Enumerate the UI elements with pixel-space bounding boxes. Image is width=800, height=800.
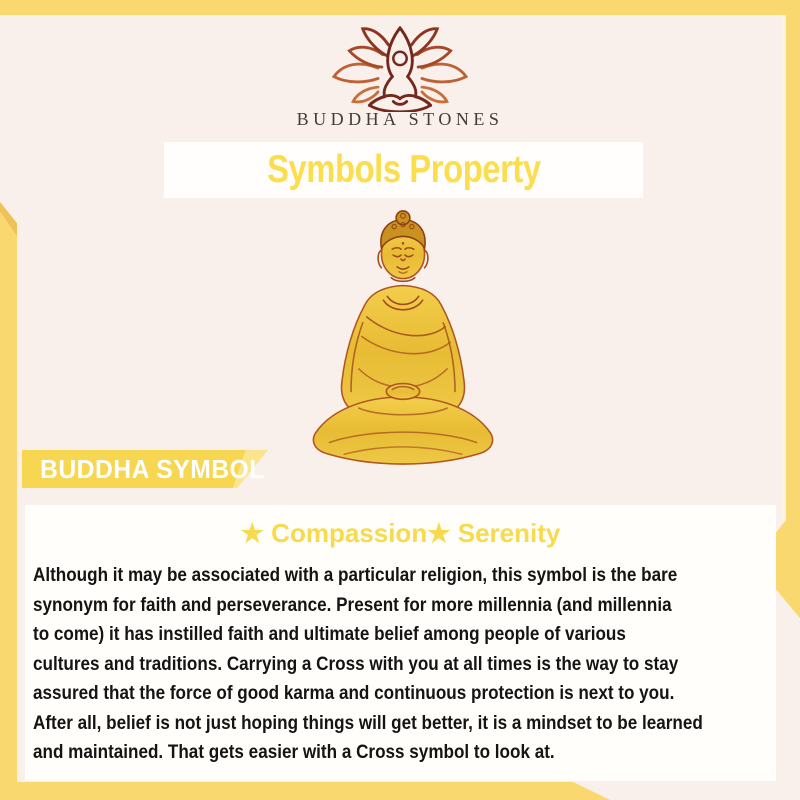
top-accent-bar (0, 0, 800, 15)
traits-line: ★ Compassion★ Serenity (240, 518, 561, 548)
lotus-meditation-icon (322, 24, 478, 112)
paragraph-line: synonym for faith and perseverance. Present for more millennia (and millennia (33, 594, 672, 616)
paragraph-line: After all, belief is not just hoping things will get better, it is a mindset to be learned (33, 712, 703, 734)
title-box (164, 142, 643, 198)
section-label: BUDDHA SYMBOL (40, 454, 265, 484)
buddha-statue-illustration (300, 206, 506, 468)
paragraph-line: Although it may be associated with a particular religion, this symbol is the bare (33, 565, 678, 586)
page-title: Symbols Property (266, 148, 541, 191)
paragraph-line: cultures and traditions. Carrying a Cross with you at all times is the way to stay (33, 653, 679, 675)
section-banner (22, 450, 268, 488)
right-ribbon-edge-highlight (781, 15, 786, 523)
paragraph-line: to come) it has instilled faith and ultimate belief among people of various (33, 624, 626, 645)
left-accent-ribbon (0, 202, 17, 800)
paragraph-line: and maintained. That gets easier with a Cross symbol to look at. (33, 742, 555, 763)
brand-name: BUDDHA STONES (296, 109, 504, 129)
bottom-accent-bar (0, 782, 610, 800)
content-panel (25, 505, 776, 781)
paragraph-line: assured that the force of good karma and continuous protection is next to you. (33, 683, 675, 704)
description-paragraph (33, 561, 773, 768)
